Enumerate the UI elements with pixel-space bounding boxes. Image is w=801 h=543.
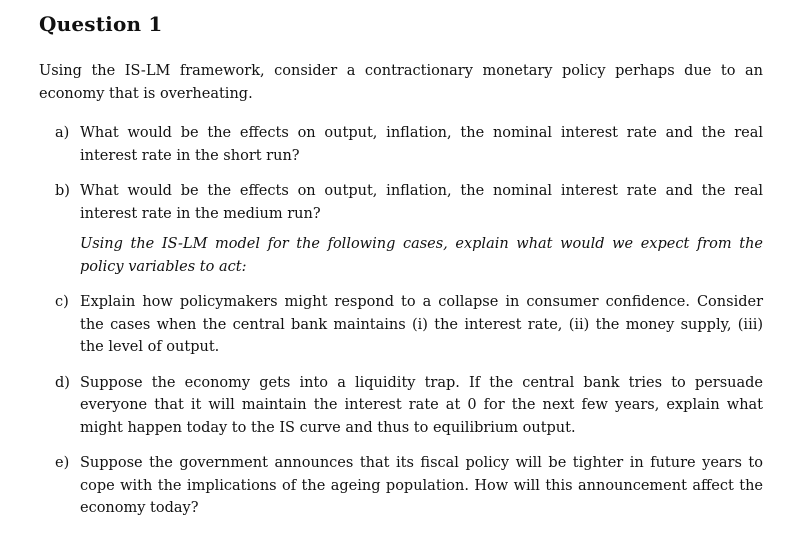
document-page bbox=[39, 10, 763, 106]
question-item-e bbox=[55, 452, 763, 520]
question-heading: Question 1 bbox=[39, 12, 163, 36]
question-list bbox=[55, 122, 763, 533]
instruction-note: Using the IS-LM model for the following cases, explain what would we expect from the policy variables to act: bbox=[80, 236, 763, 275]
question-label: d) bbox=[55, 374, 70, 391]
question-label: c) bbox=[55, 294, 69, 310]
question-text: Suppose the government announces that its fiscal policy will be tighter in future years to cope with the implications of the ageing population. How will this announcement affect the economy today? bbox=[80, 455, 763, 516]
question-item-b bbox=[55, 180, 763, 225]
question-text: What would be the effects on output, inflation, the nominal interest rate and the real interest rate in the medium run? bbox=[80, 183, 763, 222]
question-text: Suppose the economy gets into a liquidity trap. If the central bank tries to persuade everyone that it will maintain the interest rate at 0 for the next few years, explain what might happen today to the IS curve and thus to equilibrium output. bbox=[80, 374, 763, 436]
intro-paragraph: Using the IS-LM framework, consider a contractionary monetary policy perhaps due to an economy that is overheating. bbox=[39, 63, 763, 102]
question-item-d bbox=[55, 372, 763, 440]
question-item-c bbox=[55, 291, 763, 359]
question-text: What would be the effects on output, inflation, the nominal interest rate and the real interest rate in the short run? bbox=[80, 125, 763, 164]
question-label: b) bbox=[55, 183, 70, 199]
question-text: Explain how policymakers might respond to a collapse in consumer confidence. Consider the cases when the central bank maintains (i) the interest rate, (ii) the money supply, (iii) the level of output. bbox=[80, 294, 763, 355]
question-item-a bbox=[55, 122, 763, 167]
question-label: a) bbox=[55, 125, 70, 141]
question-label: e) bbox=[55, 455, 70, 471]
